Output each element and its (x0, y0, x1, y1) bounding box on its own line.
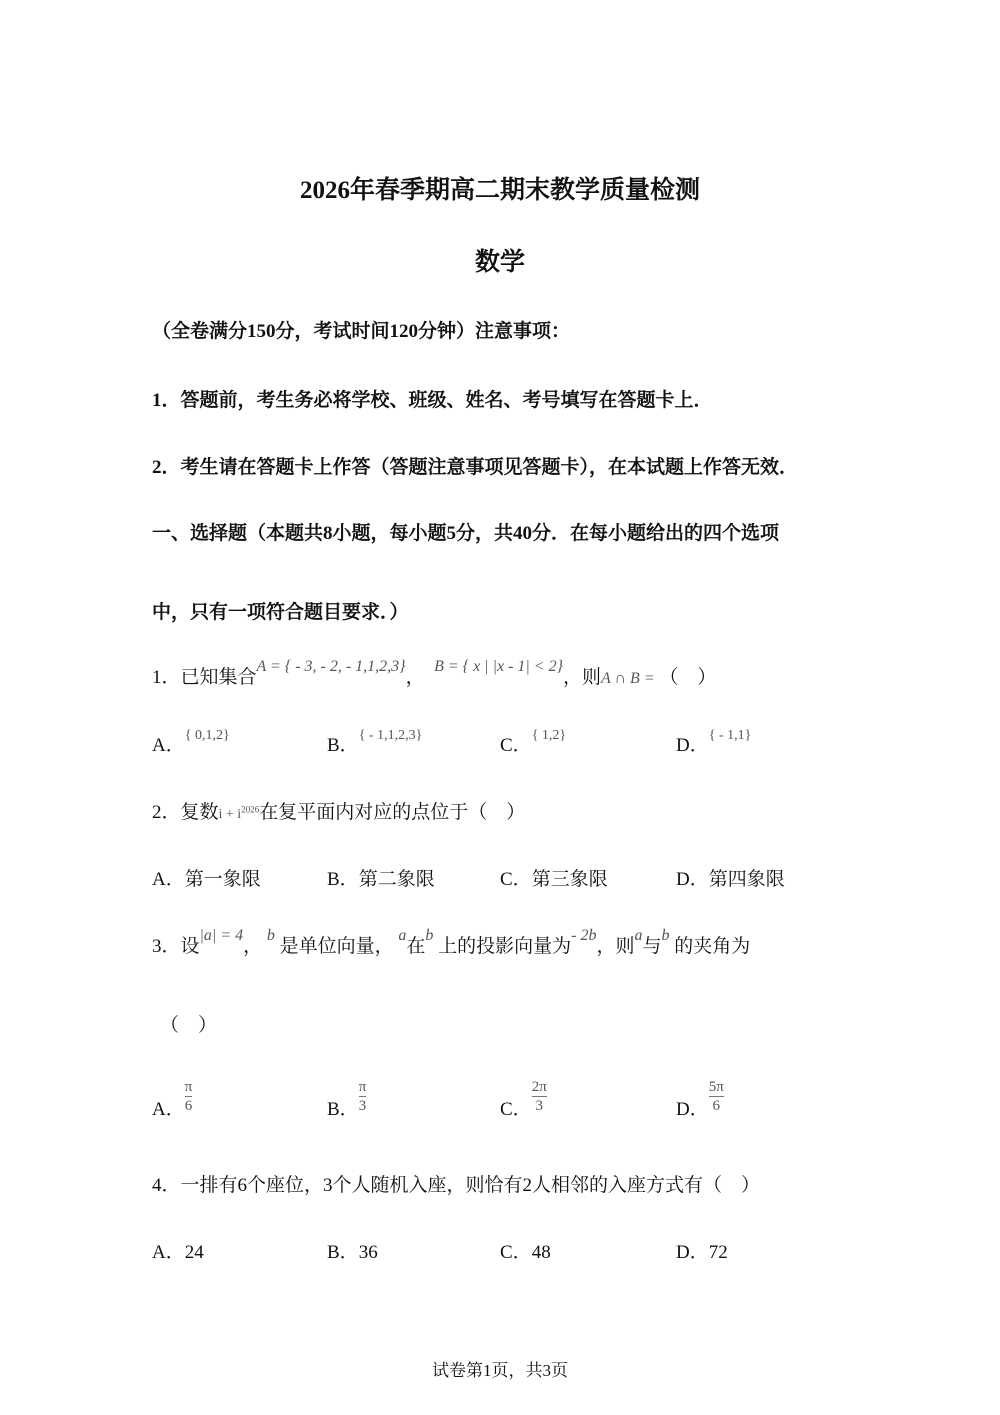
complex-base: i + i (218, 807, 242, 822)
set-b-formula: B = { x | |x - 1| < 2} (434, 658, 563, 675)
option-value: { 1,2} (531, 728, 567, 743)
notes-item-2: 2．考生请在答题卡上作答（答题注意事项见答题卡），在本试题上作答无效． (152, 457, 799, 478)
denominator: 6 (184, 1098, 193, 1114)
numerator: π (184, 1079, 193, 1095)
denominator: 3 (535, 1098, 543, 1114)
question-2-option-c (500, 864, 608, 891)
notes-intro: （全卷满分150分，考试时间120分钟）注意事项： (152, 321, 571, 342)
intersection-formula: A ∩ B = (601, 670, 655, 687)
option-label: D． (676, 1242, 709, 1263)
option-label: A． (152, 735, 185, 756)
question-3-option-a (152, 1079, 193, 1129)
numerator: 2π (531, 1079, 547, 1095)
denominator: 3 (358, 1098, 367, 1114)
option-value: 第一象限 (184, 869, 261, 890)
set-a-formula: A = { - 3, - 2, - 1,1,2,3} (256, 658, 406, 675)
question-1-option-a (152, 730, 230, 757)
option-value: { - 1,1} (708, 728, 752, 743)
question-4: 4．一排有6个座位，3个人随机入座，则恰有2人相邻的入座方式有（ ） (152, 1175, 761, 1196)
question-2-prefix: 2．复数 (152, 802, 219, 823)
fraction (359, 1078, 367, 1115)
section-heading-line-2: 中，只有一项符合题目要求．） (152, 602, 409, 623)
section-heading-line-1: 一、选择题（本题共8小题，每小题5分，共40分．在每小题给出的四个选项 (152, 523, 780, 544)
option-label: B． (327, 1242, 359, 1263)
question-1-option-b (327, 730, 422, 757)
question-2-option-d (676, 864, 785, 891)
option-label: B． (327, 1098, 359, 1120)
vector-b: b (266, 927, 275, 944)
question-2-option-a (152, 864, 261, 891)
question-1-blank: （ ） (659, 667, 717, 688)
question-1-post: ，则 (562, 667, 601, 688)
question-1-option-d (676, 730, 751, 757)
question-1-sep: ， (405, 667, 425, 688)
vector-a: a (398, 927, 407, 944)
option-label: A． (152, 1098, 185, 1120)
question-4-option-d (676, 1237, 728, 1264)
option-label: B． (327, 735, 359, 756)
option-label: D． (676, 869, 709, 890)
question-4-option-a (152, 1237, 204, 1264)
option-value: 第三象限 (531, 869, 608, 890)
option-value: { - 1,1,2,3} (358, 728, 423, 743)
option-label: C． (500, 869, 532, 890)
question-3-prefix: 3．设 (152, 936, 200, 957)
vector-b: b (425, 927, 434, 944)
text: 与 (642, 936, 662, 957)
question-4-option-c (500, 1237, 551, 1264)
text: 的夹角为 (674, 936, 751, 957)
text: 上的投影向量为 (438, 936, 572, 957)
question-2-post: 在复平面内对应的点位于（ ） (259, 802, 526, 823)
option-value: 第二象限 (358, 869, 435, 890)
question-3-blank: （ ） (160, 1015, 218, 1036)
complex-exponent: 2026 (241, 804, 260, 815)
question-3-option-b (327, 1079, 367, 1129)
fraction (709, 1078, 724, 1115)
text: 在 (406, 936, 426, 957)
option-label: C． (500, 1098, 532, 1120)
option-label: B． (327, 869, 359, 890)
subject-title: 数学 (474, 249, 525, 276)
numerator: 5π (708, 1079, 724, 1095)
option-label: A． (152, 869, 185, 890)
exam-title: 2026年春季期高二期末教学质量检测 (299, 177, 700, 204)
question-4-option-b (327, 1237, 378, 1264)
projection-formula: - 2b (571, 927, 597, 944)
option-value: 48 (531, 1242, 551, 1263)
text: ，则 (596, 936, 635, 957)
option-label: C． (500, 735, 532, 756)
option-value: 36 (358, 1242, 378, 1263)
option-label: D． (676, 1098, 709, 1120)
question-1 (152, 658, 717, 689)
option-label: A． (152, 1242, 185, 1263)
question-2 (152, 797, 525, 824)
option-label: C． (500, 1242, 532, 1263)
option-value: { 0,1,2} (184, 728, 230, 743)
vector-a: a (634, 927, 643, 944)
complex-number-formula (218, 804, 260, 822)
fraction (185, 1078, 193, 1115)
denominator: 6 (712, 1098, 721, 1114)
magnitude-formula: |a| = 4 (199, 927, 244, 944)
fraction (532, 1078, 547, 1115)
option-value: 第四象限 (708, 869, 785, 890)
option-label: D． (676, 735, 709, 756)
numerator: π (358, 1079, 367, 1095)
notes-item-1: 1．答题前，考生务必将学校、班级、姓名、考号填写在答题卡上． (152, 390, 713, 411)
question-2-option-b (327, 864, 435, 891)
text: 是单位向量， (279, 936, 394, 957)
question-1-prefix: 1．已知集合 (152, 667, 257, 688)
vector-b: b (661, 927, 670, 944)
option-value: 24 (184, 1242, 204, 1263)
option-value: 72 (708, 1242, 728, 1263)
question-1-option-c (500, 730, 566, 757)
text: ， (243, 936, 263, 957)
question-3 (152, 927, 751, 958)
page-footer: 试卷第1页，共3页 (432, 1361, 568, 1380)
